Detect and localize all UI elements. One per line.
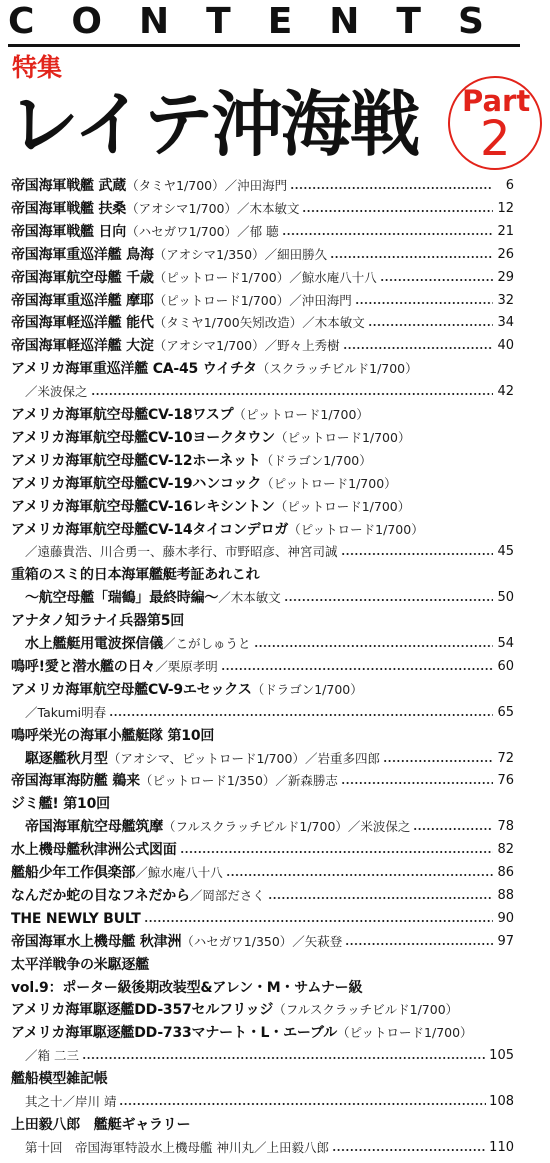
toc-entry bbox=[11, 289, 514, 313]
toc-page-number: 105 bbox=[489, 1048, 514, 1064]
toc-entry bbox=[25, 701, 514, 725]
toc-entry bbox=[11, 884, 514, 908]
toc-entry-credit: ／岡部ださく bbox=[189, 887, 265, 903]
toc-entry-title: 帝国海軍航空母艦筑摩 bbox=[25, 819, 163, 836]
toc-entry bbox=[11, 1021, 514, 1045]
toc-entry bbox=[11, 976, 514, 1000]
toc-entry-credit: （スクラッチビルド1/700） bbox=[256, 361, 418, 377]
dot-leader bbox=[290, 187, 493, 189]
toc-entry-credit: ／こがしゅうと bbox=[163, 636, 251, 651]
toc-entry-title: アメリカ海軍航空母艦CV-18ワスプ bbox=[11, 407, 234, 423]
dot-leader bbox=[341, 553, 493, 555]
toc-entry bbox=[11, 403, 514, 427]
toc-entry-credit: （ピットロード1/700） bbox=[233, 407, 369, 422]
toc-entry-title: 帝国海軍海防艦 鵜来 bbox=[11, 773, 140, 790]
toc-page-number: 88 bbox=[497, 887, 514, 903]
dot-leader bbox=[226, 874, 493, 876]
toc-page-number: 60 bbox=[497, 658, 514, 674]
dot-leader bbox=[284, 599, 493, 601]
toc-entry bbox=[25, 1090, 514, 1114]
dot-leader bbox=[345, 943, 493, 945]
toc-entry-title: 帝国海軍戦艦 武蔵 bbox=[11, 178, 127, 194]
dot-leader bbox=[380, 279, 493, 281]
toc-entry-credit: ／米波保之 bbox=[25, 384, 88, 400]
toc-entry-title: アメリカ海軍航空母艦CV-19ハンコック bbox=[11, 475, 262, 492]
part-word: Part bbox=[462, 84, 531, 118]
dot-leader bbox=[341, 782, 493, 784]
toc-page-number: 65 bbox=[497, 704, 514, 720]
dot-leader bbox=[268, 897, 493, 899]
toc-page-number: 86 bbox=[497, 865, 514, 880]
dot-leader bbox=[330, 256, 493, 258]
part-badge bbox=[448, 76, 542, 170]
toc-entry-credit: （ピットロード1/700） bbox=[261, 475, 397, 491]
toc-entry bbox=[25, 815, 514, 839]
toc-entry bbox=[11, 243, 514, 267]
dot-leader bbox=[221, 668, 493, 670]
dot-leader bbox=[332, 1149, 486, 1151]
toc-entry-title: THE NEWLY BULT bbox=[11, 910, 141, 927]
toc-entry-title: アメリカ海軍駆逐艦DD-357セルフリッジ bbox=[11, 1002, 274, 1019]
toc-entry-credit: ／鯨水庵八十八 bbox=[135, 865, 223, 880]
toc-entry bbox=[11, 518, 514, 542]
toc-entry bbox=[11, 220, 514, 244]
toc-page-number: 78 bbox=[497, 819, 514, 835]
toc-entry bbox=[25, 586, 514, 610]
toc-entry-credit: 其之十／岸川 靖 bbox=[25, 1094, 117, 1109]
toc-page-number: 110 bbox=[489, 1139, 514, 1155]
toc-entry-title: vol.9：ポーター級後期改装型&アレン・M・サムナー級 bbox=[11, 979, 363, 996]
toc-entry bbox=[11, 197, 514, 221]
toc-page-number: 6 bbox=[505, 178, 514, 193]
toc-entry-title: 太平洋戦争の米駆逐艦 bbox=[11, 956, 149, 973]
toc-entry-title: アメリカ海軍航空母艦CV-14タイコンデロガ bbox=[11, 521, 289, 538]
toc-page-number: 42 bbox=[497, 384, 514, 400]
toc-entry-title: 帝国海軍航空母艦 千歳 bbox=[11, 269, 154, 286]
toc-entry bbox=[11, 563, 514, 587]
toc-entry bbox=[25, 1136, 514, 1160]
toc-page-number: 32 bbox=[497, 292, 514, 308]
toc-entry bbox=[11, 1113, 514, 1137]
toc-entry-credit: （アオシマ1/350）／細田勝久 bbox=[153, 246, 328, 262]
dot-leader bbox=[119, 1103, 486, 1105]
toc-entry-credit: （ドラゴン1/700） bbox=[251, 681, 363, 697]
toc-entry bbox=[11, 861, 514, 885]
toc-page-number: 40 bbox=[497, 338, 514, 354]
toc-page-number: 90 bbox=[497, 910, 514, 926]
toc-page-number: 82 bbox=[497, 842, 514, 858]
dot-leader bbox=[355, 302, 493, 304]
toc-entry-title: 上田毅八郎 艦艇ギャラリー bbox=[11, 1116, 191, 1133]
dot-leader bbox=[82, 1057, 486, 1059]
toc-entry bbox=[25, 632, 514, 656]
toc-entry bbox=[11, 426, 514, 450]
toc-entry-credit: （ピットロード1/700） bbox=[288, 521, 424, 537]
toc-entry-title: アメリカ海軍航空母艦CV-12ホーネット bbox=[11, 452, 261, 469]
dot-leader bbox=[413, 828, 493, 830]
dot-leader bbox=[91, 393, 493, 395]
toc-entry-title: 水上機母艦秋津洲公式図面 bbox=[11, 842, 177, 859]
dot-leader bbox=[180, 851, 493, 853]
toc-entry bbox=[11, 930, 514, 954]
toc-entry-credit: （ピットロード1/700） bbox=[274, 429, 411, 445]
toc-entry bbox=[11, 495, 514, 519]
dot-leader bbox=[302, 210, 493, 212]
toc-page-number: 108 bbox=[489, 1094, 514, 1109]
toc-page-number: 29 bbox=[497, 269, 514, 285]
toc-entry-credit: ／栗原孝明 bbox=[155, 658, 218, 674]
toc-entry bbox=[11, 609, 514, 633]
toc-entry-title: 帝国海軍重巡洋艦 摩耶 bbox=[11, 292, 154, 309]
toc-entry bbox=[11, 792, 514, 816]
toc-entry-title: 〜航空母艦「瑞鶴」最終時編〜 bbox=[25, 590, 219, 607]
toc-page-number: 34 bbox=[497, 315, 514, 331]
heading-rule bbox=[8, 44, 520, 47]
dot-leader bbox=[254, 645, 493, 647]
toc-entry-credit: （ピットロード1/350）／新森勝志 bbox=[139, 773, 338, 789]
dot-leader bbox=[144, 920, 493, 922]
part-number: 2 bbox=[480, 111, 511, 167]
toc-entry-title: アナタノ知ラナイ兵器第5回 bbox=[11, 613, 185, 630]
toc-entry-title: なんだか蛇の目なフネだから bbox=[11, 887, 190, 904]
dot-leader bbox=[109, 714, 493, 716]
toc-entry-title: 水上艦艇用電波探信儀 bbox=[25, 636, 163, 652]
toc-page-number: 50 bbox=[497, 590, 514, 606]
dot-leader bbox=[383, 760, 493, 762]
feature-label: 特集 bbox=[12, 53, 63, 82]
toc-page-number: 72 bbox=[497, 750, 514, 766]
dot-leader bbox=[368, 324, 493, 326]
toc-entry-credit: （アオシマ、ピットロード1/700）／岩重多四郎 bbox=[107, 750, 380, 766]
toc-entry-title: アメリカ海軍駆逐艦DD-733マナート・L・エーブル bbox=[11, 1025, 338, 1042]
toc-page-number: 76 bbox=[497, 773, 514, 789]
toc-entry-credit: （ドラゴン1/700） bbox=[260, 452, 372, 468]
toc-entry bbox=[25, 1044, 514, 1068]
toc-entry-title: 帝国海軍軽巡洋艦 能代 bbox=[11, 315, 154, 332]
toc-page-number: 21 bbox=[497, 223, 514, 239]
toc-entry-title: 鳴呼!愛と潜水艦の日々 bbox=[11, 658, 156, 675]
toc-entry-credit: ／箱 二三 bbox=[25, 1048, 79, 1064]
toc-entry bbox=[11, 174, 514, 198]
toc-entry bbox=[11, 655, 514, 679]
toc-page-number: 54 bbox=[497, 636, 514, 651]
toc-entry bbox=[11, 472, 514, 496]
toc-entry bbox=[11, 678, 514, 702]
toc-entry bbox=[11, 724, 514, 748]
toc-entry-title: 鳴呼栄光の海軍小艦艇隊 第10回 bbox=[11, 727, 215, 744]
toc-entry bbox=[11, 1067, 514, 1091]
toc-entry-title: 帝国海軍戦艦 扶桑 bbox=[11, 200, 127, 217]
toc-entry-title: 駆逐艦秋月型 bbox=[25, 750, 108, 767]
toc-entry-title: アメリカ海軍航空母艦CV-10ヨークタウン bbox=[11, 429, 275, 446]
toc-entry-credit: （ハセガワ1/700）／郁 聴 bbox=[126, 223, 279, 239]
toc-entry-title: アメリカ海軍航空母艦CV-9エセックス bbox=[11, 681, 252, 698]
toc-entry-credit: （アオシマ1/700）／野々上秀樹 bbox=[153, 338, 340, 354]
toc-entry-credit: （ハセガワ1/350）／矢萩登 bbox=[181, 933, 343, 949]
toc-entry bbox=[11, 311, 514, 335]
toc-entry-title: 帝国海軍戦艦 日向 bbox=[11, 223, 127, 240]
toc-page-number: 26 bbox=[497, 246, 514, 262]
toc-entry bbox=[11, 266, 514, 290]
toc-entry-credit: ／Takumi明春 bbox=[25, 704, 107, 720]
toc-entry-title: 重箱のスミ的日本海軍艦艇考証あれこれ bbox=[11, 567, 260, 584]
dot-leader bbox=[282, 233, 493, 235]
toc-entry-credit: ／木本敏文 bbox=[218, 590, 281, 606]
contents-heading: CONTENTS bbox=[8, 1, 521, 42]
toc-entry-credit: （フルスクラッチビルド1/700）／米波保之 bbox=[163, 819, 411, 835]
toc-entry-title: 艦船模型雑記帳 bbox=[11, 1071, 108, 1088]
toc-entry-title: 艦船少年工作倶楽部 bbox=[11, 865, 136, 881]
toc-entry-credit: （タミヤ1/700）／沖田海門 bbox=[126, 178, 288, 193]
toc-entry bbox=[25, 747, 514, 771]
toc-entry-credit: ／遠藤貴浩、川合勇一、藤木孝行、市野昭彦、神宮司誠 bbox=[25, 544, 338, 560]
toc-entry-credit: 第十回 帝国海軍特設水上機母艦 神川丸／上田毅八郎 bbox=[25, 1139, 329, 1155]
toc-page-number: 12 bbox=[497, 200, 514, 216]
toc-entry-title: アメリカ海軍重巡洋艦 CA-45 ウイチタ bbox=[11, 361, 257, 378]
toc-entry-title: ジミ艦! 第10回 bbox=[11, 796, 110, 813]
toc-page-number: 45 bbox=[497, 544, 514, 560]
toc-entry bbox=[11, 357, 514, 381]
toc-entry-title: 帝国海軍軽巡洋艦 大淀 bbox=[11, 338, 154, 355]
toc-entry bbox=[11, 907, 514, 931]
toc-entry bbox=[11, 449, 514, 473]
toc-entry-credit: （ピットロード1/700） bbox=[337, 1025, 473, 1041]
toc-entry-title: アメリカ海軍航空母艦CV-16レキシントン bbox=[11, 498, 275, 515]
toc-page-number: 97 bbox=[497, 933, 514, 949]
toc-entry-credit: （ピットロード1/700）／沖田海門 bbox=[153, 292, 352, 308]
toc-entry-title: 帝国海軍水上機母艦 秋津洲 bbox=[11, 933, 182, 950]
toc-entry bbox=[11, 838, 514, 862]
toc-entry-credit: （フルスクラッチビルド1/700） bbox=[273, 1002, 459, 1018]
toc-entry bbox=[11, 769, 514, 793]
toc-entry-credit: （ピットロード1/700） bbox=[274, 498, 411, 514]
dot-leader bbox=[343, 347, 493, 349]
toc-entry bbox=[11, 953, 514, 977]
feature-title: レイテ沖海戦 bbox=[8, 83, 419, 166]
toc-entry bbox=[11, 334, 514, 358]
toc-entry bbox=[11, 998, 514, 1022]
toc-entry-credit: （タミヤ1/700矢矧改造）／木本敏文 bbox=[153, 315, 365, 331]
toc-entry-credit: （ピットロード1/700）／鯨水庵八十八 bbox=[153, 269, 377, 285]
toc-entry-title: 帝国海軍重巡洋艦 鳥海 bbox=[11, 246, 154, 263]
toc-entry-credit: （アオシマ1/700）／木本敏文 bbox=[126, 200, 300, 216]
toc-entry bbox=[25, 380, 514, 404]
toc-entry bbox=[25, 540, 514, 564]
